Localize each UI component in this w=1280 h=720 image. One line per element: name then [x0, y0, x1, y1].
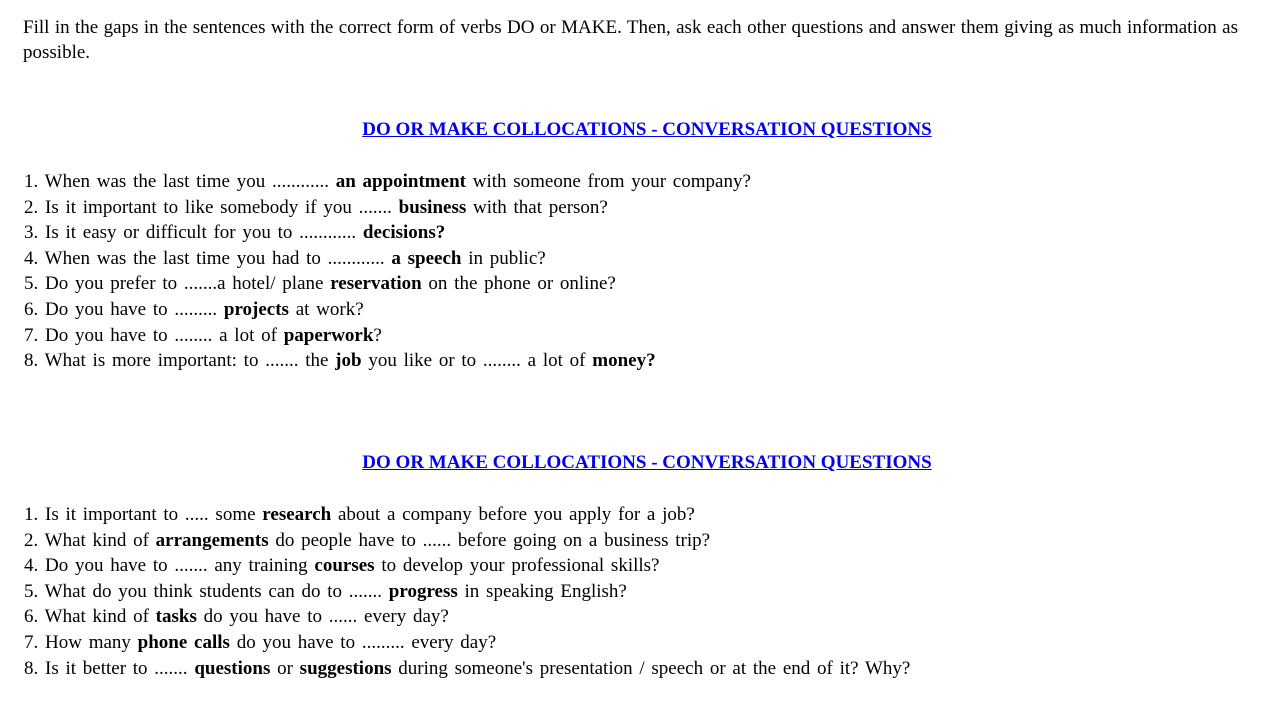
section-heading-2[interactable]: DO OR MAKE COLLOCATIONS - CONVERSATION QUESTIONS [362, 452, 932, 473]
question-item: 3. Is it easy or difficult for you to ............ decisions? [24, 222, 446, 244]
collocation-noun: an appointment [335, 171, 466, 192]
question-item: 1. Is it important to ..... some research about a company before you apply for a job? [24, 504, 695, 525]
question-item: 8. Is it better to ....... questions or suggestions during someone's presentation / speech or at the end of it? Why? [24, 657, 911, 679]
question-item: 6. What kind of tasks do you have to ...... every day? [24, 606, 449, 628]
question-item: 7. Do you have to ........ a lot of paperwork? [24, 324, 382, 346]
question-item: 2. Is it important to like somebody if you ....... business with that person? [24, 196, 608, 218]
question-item: 5. What do you think students can do to ....... progress in speaking English? [24, 580, 627, 602]
question-list-1 [24, 169, 751, 374]
collocation-noun: arrangements [155, 529, 269, 551]
collocation-noun: projects [223, 298, 289, 320]
collocation-noun: decisions? [362, 222, 446, 244]
collocation-noun: business [398, 196, 467, 218]
collocation-noun: money? [592, 350, 656, 372]
question-item: 4. Do you have to ....... any training courses to develop your professional skills? [24, 555, 660, 577]
collocation-noun: questions [194, 657, 271, 679]
instructions-text: Fill in the gaps in the sentences with the correct form of verbs DO or MAKE. Then, ask each other questions and answer them giving as much information as possible. [23, 17, 1238, 63]
section-heading-1[interactable]: DO OR MAKE COLLOCATIONS - CONVERSATION QUESTIONS [362, 119, 932, 140]
collocation-noun: courses [314, 555, 375, 577]
question-list-2 [24, 502, 910, 681]
question-item: 2. What kind of arrangements do people have to ...... before going on a business trip? [24, 529, 711, 551]
collocation-noun: research [262, 504, 332, 525]
question-item: 6. Do you have to ......... projects at work? [24, 298, 364, 320]
collocation-noun: suggestions [299, 657, 392, 679]
question-item: 5. Do you prefer to .......a hotel/ plane reservation on the phone or online? [24, 273, 616, 295]
collocation-noun: phone calls [137, 631, 230, 653]
question-item: 7. How many phone calls do you have to ......... every day? [24, 631, 497, 653]
collocation-noun: tasks [155, 606, 197, 628]
collocation-noun: paperwork [283, 324, 374, 346]
question-item: 8. What is more important: to ....... the job you like or to ........ a lot of money? [24, 350, 656, 372]
collocation-noun: a speech [391, 247, 462, 269]
question-item: 4. When was the last time you had to ............ a speech in public? [24, 247, 546, 269]
collocation-noun: job [335, 350, 362, 372]
question-item: 1. When was the last time you ............ an appointment with someone from your company? [24, 171, 751, 192]
collocation-noun: progress [388, 580, 458, 602]
collocation-noun: reservation [330, 273, 422, 295]
